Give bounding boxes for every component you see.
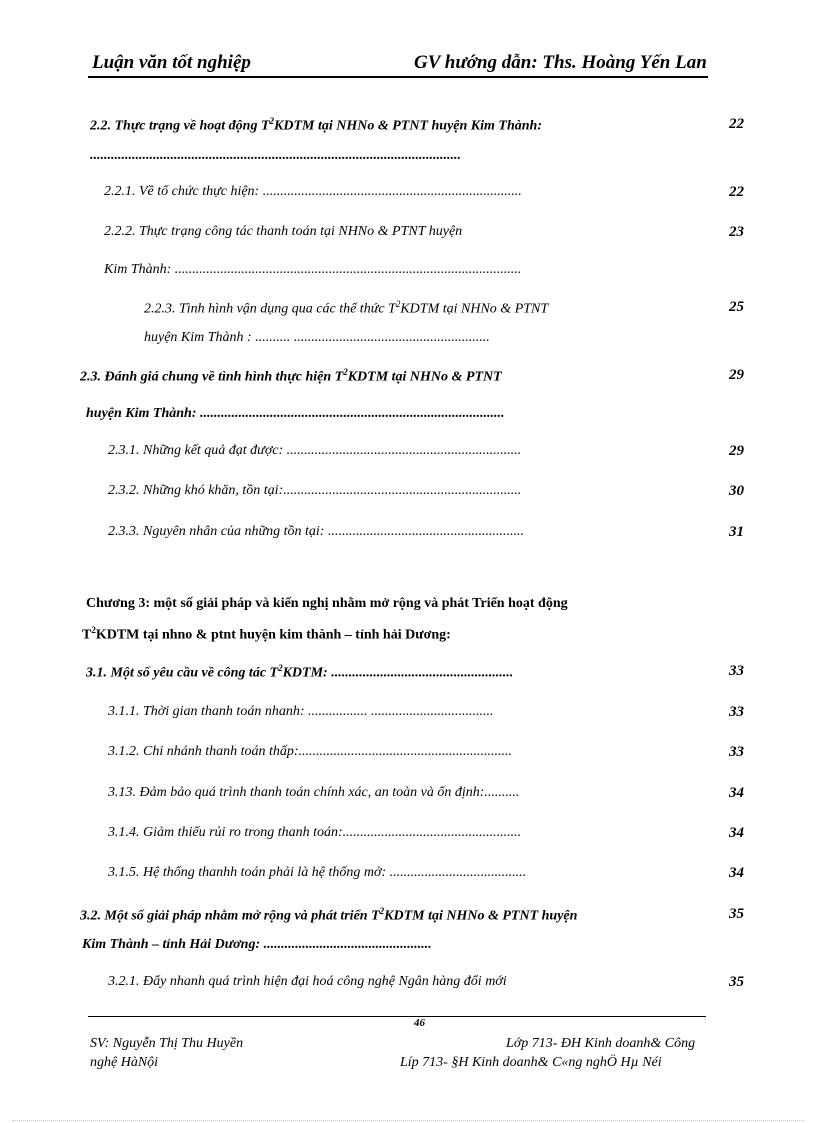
toc-entry-2-2-2: 2.2.2. Thực trạng công tác thanh toán tại NHNo & PTNT huyện <box>104 224 463 239</box>
toc-entry-2-2: 2.2. Thực trạng về hoạt động $T^2KDTM$ tại NHNo & PTNT huyện Kim Thành: <box>90 116 542 134</box>
toc-page: 34 <box>729 785 744 801</box>
toc-chapter-3: Chương 3: một số giải pháp và kiến nghị nhằm mở rộng và phát Triển hoạt động <box>86 596 568 611</box>
toc-entry-2-3-2: 2.3.2. Những khó khăn, tồn tại:.................................................................... <box>108 483 522 498</box>
header-rule <box>88 76 708 78</box>
toc-page: 33 <box>729 744 744 760</box>
toc-page: 33 <box>729 663 744 679</box>
toc-entry-2-2-3-cont: huyện Kim Thành : .......... ........................................................ <box>144 330 490 345</box>
toc-page: 35 <box>729 974 744 990</box>
page-border <box>12 1120 804 1121</box>
footer-class-info: Lớp 713- ĐH Kinh doanh& Công <box>506 1036 696 1051</box>
toc-entry-3-1: 3.1. Một số yêu cầu về công tác $T^2KDTM$: .................................................... <box>86 663 514 681</box>
toc-entry-3-2: 3.2. Một số giải pháp nhằm mở rộng và phát triển $T^2KDTM$ tại NHNo & PTNT huyện <box>80 906 578 924</box>
toc-entry-2-3-cont: huyện Kim Thành: ....................................................................................... <box>86 406 505 421</box>
toc-entry-3-1-3: 3.13. Đảm bảo quá trình thanh toán chính xác, an toàn và ổn định:.......... <box>108 785 520 800</box>
header-advisor-right: GV hướng dẫn: Ths. Hoàng Yến Lan <box>414 52 707 73</box>
toc-page: 34 <box>729 825 744 841</box>
toc-page: 31 <box>729 524 744 540</box>
toc-entry-3-1-4: 3.1.4. Giảm thiểu rủi ro trong thanh toán:................................................... <box>108 825 522 840</box>
footer-class-info-garbled: Líp 713- §H Kinh doanh& C«ng nghÖ Hµ Néi <box>400 1055 662 1070</box>
toc-leader-dots: .......................................................................................................... <box>90 148 461 163</box>
toc-page: 23 <box>729 224 744 240</box>
toc-page: 33 <box>729 704 744 720</box>
toc-chapter-3-cont: $T^2KDTM$ tại nhno & ptnt huyện kim thành – tỉnh hải Dương: <box>82 625 451 643</box>
footer-student-name: SV: Nguyễn Thị Thu Huyền <box>90 1036 244 1051</box>
toc-page: 35 <box>729 906 744 922</box>
toc-entry-2-3: 2.3. Đánh giá chung về tình hình thực hiện $T^2KDTM$ tại NHNo & PTNT <box>80 367 502 385</box>
toc-entry-3-2-1: 3.2.1. Đẩy nhanh quá trình hiện đại hoá công nghệ Ngân hàng đổi mới <box>108 974 507 989</box>
toc-page: 22 <box>729 116 744 132</box>
toc-entry-3-2-cont: Kim Thành – tỉnh Hải Dương: ................................................ <box>82 937 432 952</box>
toc-entry-3-1-2: 3.1.2. Chi nhánh thanh toán thấp:............................................................. <box>108 744 513 759</box>
toc-entry-2-3-3: 2.3.3. Nguyên nhân của những tồn tại: ........................................................ <box>108 524 524 539</box>
toc-entry-2-2-1: 2.2.1. Về tổ chức thực hiện: .......................................................................... <box>104 184 522 199</box>
toc-entry-3-1-5: 3.1.5. Hệ thống thanhh toán phải là hệ thống mở: ....................................... <box>108 865 527 880</box>
footer-student-name-cont: nghệ HàNội <box>90 1055 159 1070</box>
toc-page: 25 <box>729 299 744 315</box>
toc-entry-3-1-1: 3.1.1. Thời gian thanh toán nhanh: ................. ................................... <box>108 704 494 719</box>
toc-page: 34 <box>729 865 744 881</box>
footer-page-number: 46 <box>414 1017 425 1029</box>
toc-entry-2-3-1: 2.3.1. Những kết quả đạt được: ................................................................... <box>108 443 522 458</box>
toc-page: 29 <box>729 367 744 383</box>
toc-page: 22 <box>729 184 744 200</box>
toc-page: 29 <box>729 443 744 459</box>
toc-entry-2-2-3: 2.2.3. Tình hình vận dụng qua các thể thức $T^2KDTM$ tại NHNo & PTNT <box>144 299 549 317</box>
header-title-left: Luận văn tốt nghiệp <box>92 52 251 73</box>
footer-rule <box>88 1016 706 1017</box>
toc-entry-2-2-2-cont: Kim Thành: ................................................................................................... <box>104 262 522 277</box>
toc-page: 30 <box>729 483 744 499</box>
